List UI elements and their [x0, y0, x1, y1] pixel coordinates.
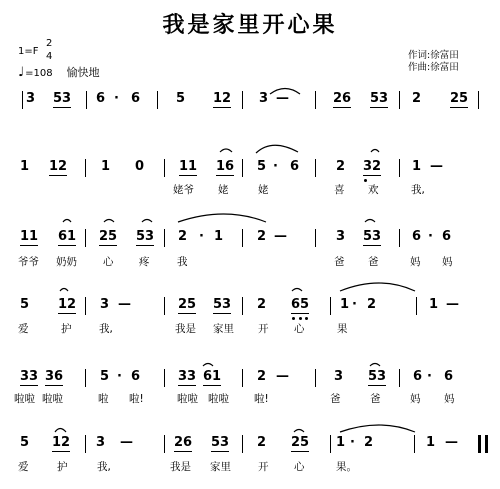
augmentation-dot: · [352, 297, 357, 312]
lyric-syllable: 我, [411, 184, 425, 196]
jianpu-note: 3 [334, 369, 344, 384]
lyric-syllable: 啦! [254, 393, 269, 405]
lyric-syllable: 啦啦 [208, 393, 229, 405]
barline [85, 435, 86, 453]
jianpu-note: 61 [58, 229, 77, 244]
tie-arc [292, 289, 302, 292]
augmentation-dot: · [427, 369, 432, 384]
lyric-syllable: 姥 [258, 184, 269, 196]
jianpu-note: 6 [131, 369, 141, 384]
lyric-syllable: 家里 [213, 323, 234, 335]
jianpu-note: 5 [20, 297, 30, 312]
jianpu-note: 3 [336, 229, 346, 244]
augmentation-dot: · [273, 159, 278, 174]
jianpu-note: 12 [52, 435, 71, 450]
jianpu-note: 12 [58, 297, 77, 312]
jianpu-note: 53 [136, 229, 155, 244]
jianpu-note: 2 [257, 229, 267, 244]
barline [157, 91, 158, 109]
octave-dot [364, 179, 367, 182]
lyric-syllable: 我, [97, 461, 111, 473]
tie-arc [365, 220, 375, 223]
lyric-syllable: 开 [258, 323, 269, 335]
jianpu-note: 5 [100, 369, 110, 384]
jianpu-note: 2 [367, 297, 377, 312]
lyric-syllable: 我是 [175, 323, 196, 335]
jianpu-note: 6 [96, 91, 106, 106]
jianpu-note: 2 [364, 435, 374, 450]
lyric-syllable: 妈 [444, 393, 455, 405]
jianpu-note: 11 [179, 159, 198, 174]
tie-arc [294, 430, 304, 433]
jianpu-note: 32 [363, 159, 382, 174]
augmentation-dot: · [350, 435, 355, 450]
tempo-marking [18, 64, 100, 80]
octave-dot [292, 317, 295, 320]
dash-extension: — [120, 435, 133, 450]
jianpu-note: 1 [426, 435, 436, 450]
barline [85, 297, 86, 315]
jianpu-note: 53 [213, 297, 232, 312]
barline [86, 91, 87, 109]
augmentation-dot: · [199, 229, 204, 244]
tie-arc [63, 220, 71, 223]
barline [242, 91, 243, 109]
jianpu-note: 26 [333, 91, 352, 106]
dash-extension: — [276, 91, 289, 106]
tie-arc [220, 149, 232, 152]
quarter-note-icon: ♩ [18, 65, 25, 80]
barline [85, 369, 86, 387]
barline [416, 297, 417, 315]
jianpu-note: 2 [336, 159, 346, 174]
lyric-syllable: 爸 [334, 256, 345, 268]
lyric-syllable: 姥爷 [173, 184, 194, 196]
lyric-syllable: 家里 [210, 461, 231, 473]
barline [315, 91, 316, 109]
jianpu-note: 6 [131, 91, 141, 106]
tie-arc [256, 145, 298, 153]
barline [315, 159, 316, 177]
expression-marking: 愉快地 [66, 66, 100, 79]
barline [315, 229, 316, 247]
lyric-syllable: 心 [294, 323, 305, 335]
lyric-syllable: 啦啦 [14, 393, 35, 405]
barline [242, 297, 243, 315]
lyric-syllable: 欢 [368, 184, 379, 196]
jianpu-note: 12 [213, 91, 232, 106]
jianpu-note: 6 [290, 159, 300, 174]
jianpu-note: 6 [412, 229, 422, 244]
lyric-syllable: 妈 [442, 256, 453, 268]
dash-extension: — [430, 159, 443, 174]
jianpu-note: 6 [444, 369, 454, 384]
jianpu-note: 25 [99, 229, 118, 244]
dash-extension: — [445, 435, 458, 450]
jianpu-note: 0 [135, 159, 145, 174]
jianpu-note: 12 [49, 159, 68, 174]
lyric-syllable: 我 [177, 256, 188, 268]
dash-extension: — [446, 297, 459, 312]
lyric-syllable: 爸 [370, 393, 381, 405]
dash-extension: — [274, 229, 287, 244]
barline [399, 369, 400, 387]
tempo-value: =108 [25, 68, 53, 79]
lyric-syllable: 喜 [334, 184, 345, 196]
lyric-syllable: 啦! [129, 393, 144, 405]
tie-arc [142, 220, 152, 223]
barline [399, 159, 400, 177]
jianpu-note: 1 [340, 297, 350, 312]
jianpu-note: 53 [368, 369, 387, 384]
final-barline [478, 435, 481, 453]
final-barline [485, 435, 488, 453]
tie-arc [340, 283, 415, 291]
jianpu-note: 6 [413, 369, 423, 384]
lyric-syllable: 护 [57, 461, 68, 473]
barline [85, 159, 86, 177]
lyric-syllable: 心 [103, 256, 114, 268]
barline [242, 159, 243, 177]
key-signature: 1=F [18, 46, 39, 57]
tie-arc [60, 289, 68, 292]
lyricist-credit: 作词:徐富田 [408, 50, 459, 61]
lyric-syllable: 爷爷 [18, 256, 39, 268]
barline [330, 435, 331, 453]
lyric-syllable: 爱 [18, 323, 29, 335]
augmentation-dot: · [428, 229, 433, 244]
octave-dot [299, 317, 302, 320]
jianpu-note: 5 [257, 159, 267, 174]
barline [414, 435, 415, 453]
jianpu-note: 53 [370, 91, 389, 106]
lyric-syllable: 姥 [218, 184, 229, 196]
lyric-syllable: 疼 [139, 256, 150, 268]
jianpu-note: 25 [178, 297, 197, 312]
jianpu-note: 1 [101, 159, 111, 174]
barline [164, 297, 165, 315]
jianpu-note: 53 [53, 91, 72, 106]
lyric-syllable: 心 [294, 461, 305, 473]
tie-arc [370, 364, 380, 367]
jianpu-note: 1 [20, 159, 30, 174]
lyric-syllable: 爱 [18, 461, 29, 473]
jianpu-note: 3 [26, 91, 36, 106]
lyric-syllable: 果。 [336, 461, 357, 473]
lyric-syllable: 啦 [98, 393, 109, 405]
octave-dot [305, 317, 308, 320]
barline [242, 369, 243, 387]
lyric-syllable: 果 [337, 323, 348, 335]
tie-arc [371, 150, 379, 153]
lyric-syllable: 爸 [368, 256, 379, 268]
barline [315, 369, 316, 387]
jianpu-note: 1 [429, 297, 439, 312]
tie-arc [203, 364, 213, 367]
tie-arc [55, 429, 66, 433]
jianpu-note: 33 [20, 369, 39, 384]
lyric-syllable: 啦啦 [42, 393, 63, 405]
tie-arc [104, 220, 114, 223]
tie-arc [178, 214, 266, 222]
barline [164, 229, 165, 247]
composer-credit: 作曲:徐富田 [408, 62, 459, 73]
jianpu-note: 1 [336, 435, 346, 450]
jianpu-note: 25 [291, 435, 310, 450]
jianpu-note: 6 [442, 229, 452, 244]
credits [408, 50, 459, 74]
augmentation-dot: · [117, 369, 122, 384]
jianpu-note: 65 [291, 297, 310, 312]
jianpu-note: 33 [178, 369, 197, 384]
jianpu-note: 2 [257, 435, 267, 450]
barline [164, 159, 165, 177]
lyric-syllable: 妈 [410, 393, 421, 405]
jianpu-note: 1 [412, 159, 422, 174]
lyric-syllable: 我是 [170, 461, 191, 473]
song-title: 我是家里开心果 [162, 12, 338, 38]
jianpu-note: 16 [216, 159, 235, 174]
augmentation-dot: · [114, 91, 119, 106]
jianpu-note: 3 [100, 297, 110, 312]
jianpu-note: 11 [20, 229, 39, 244]
lyric-syllable: 开 [258, 461, 269, 473]
time-signature-top: 2 [46, 38, 53, 49]
jianpu-note: 1 [214, 229, 224, 244]
jianpu-note: 26 [174, 435, 193, 450]
lyric-syllable: 奶奶 [56, 256, 77, 268]
barline [330, 297, 331, 315]
jianpu-note: 2 [257, 297, 267, 312]
jianpu-note: 36 [45, 369, 64, 384]
jianpu-note: 5 [176, 91, 186, 106]
jianpu-note: 53 [211, 435, 230, 450]
jianpu-note: 5 [20, 435, 30, 450]
barline [85, 229, 86, 247]
lyric-syllable: 护 [61, 323, 72, 335]
dash-extension: — [276, 369, 289, 384]
lyric-syllable: 我, [99, 323, 113, 335]
jianpu-note: 3 [96, 435, 106, 450]
barline [164, 435, 165, 453]
lyric-syllable: 爸 [330, 393, 341, 405]
barline [242, 229, 243, 247]
lyric-syllable: 妈 [410, 256, 421, 268]
jianpu-note: 2 [412, 91, 422, 106]
tie-arc [340, 425, 415, 432]
lyric-syllable: 啦啦 [177, 393, 198, 405]
barline [22, 91, 23, 109]
barline [399, 229, 400, 247]
jianpu-note: 25 [450, 91, 469, 106]
barline [399, 91, 400, 109]
dash-extension: — [118, 297, 131, 312]
barline [164, 369, 165, 387]
jianpu-note: 2 [178, 229, 188, 244]
jianpu-note: 3 [259, 91, 269, 106]
barline [478, 91, 479, 109]
time-signature-bottom: 4 [46, 51, 53, 62]
barline [242, 435, 243, 453]
jianpu-note: 53 [363, 229, 382, 244]
jianpu-note: 2 [257, 369, 267, 384]
jianpu-note: 61 [203, 369, 222, 384]
